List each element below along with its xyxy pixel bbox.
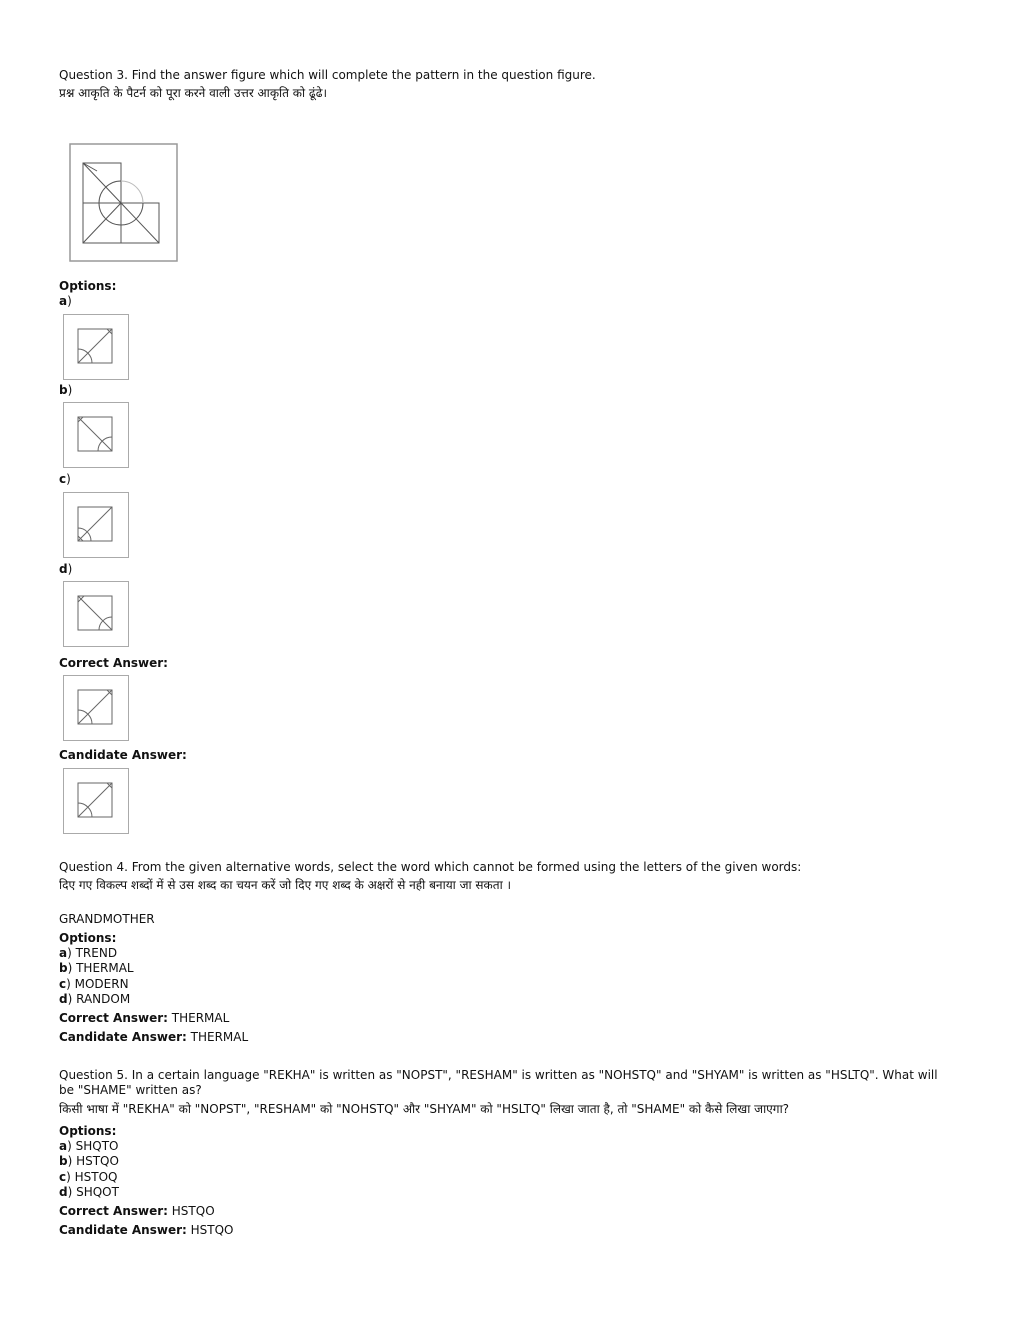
q3-correct-answer-label: Correct Answer: xyxy=(59,656,168,670)
q5-option-c: c) HSTOQ xyxy=(59,1170,118,1184)
q4-correct-answer: Correct Answer: THERMAL xyxy=(59,1011,230,1025)
q3-options-label: Options: xyxy=(59,279,117,293)
q4-option-a: a) TREND xyxy=(59,946,118,960)
q3-question-hi: प्रश्न आकृति के पैटर्न को पूरा करने वाली उत्तर आकृति को ढूंढे। xyxy=(59,86,327,100)
q3-option-b-figure[interactable] xyxy=(63,402,129,468)
q5-correct-answer: Correct Answer: HSTQO xyxy=(59,1204,215,1218)
q3-option-a-label: a) xyxy=(59,294,72,308)
q4-given-word: GRANDMOTHER xyxy=(59,912,155,926)
q5-option-d: d) SHQOT xyxy=(59,1185,119,1199)
q4-option-b: b) THERMAL xyxy=(59,961,134,975)
q5-candidate-answer: Candidate Answer: HSTQO xyxy=(59,1223,234,1237)
q3-option-c-figure[interactable] xyxy=(63,492,129,558)
q3-option-b-label: b) xyxy=(59,383,73,397)
q3-question-en: Question 3. Find the answer figure which will complete the pattern in the question figure. xyxy=(59,68,596,82)
q4-option-d: d) RANDOM xyxy=(59,992,131,1006)
q4-candidate-answer: Candidate Answer: THERMAL xyxy=(59,1030,249,1044)
q3-candidate-answer-label: Candidate Answer: xyxy=(59,748,187,762)
q5-question-hi: किसी भाषा में "REKHA" को "NOPST", "RESHAM" को "NOHSTQ" और "SHYAM" को "HSLTQ" लिखा जाता है, तो "SHAME" को कैसे लिखा जाएगा? xyxy=(59,1102,790,1116)
q4-question-hi: दिए गए विकल्प शब्दों में से उस शब्द का चयन करें जो दिए गए शब्द के अक्षरों से नही बनाया जा सकता । xyxy=(59,878,512,892)
q5-question-en: Question 5. In a certain language "REKHA" is written as "NOPST", "RESHAM" is written as "NOHSTQ" and "SHYAM" is written as "HSLTQ". What will be "SHAME" written as? xyxy=(59,1068,938,1097)
q4-option-c: c) MODERN xyxy=(59,977,129,991)
q3-option-c-label: c) xyxy=(59,472,71,486)
q3-candidate-answer-figure xyxy=(63,768,129,834)
q4-options-label: Options: xyxy=(59,931,117,945)
q5-option-b: b) HSTQO xyxy=(59,1154,119,1168)
q3-option-d-figure[interactable] xyxy=(63,581,129,647)
q3-option-a-figure[interactable] xyxy=(63,314,129,380)
q3-question-figure xyxy=(69,143,179,263)
q5-option-a: a) SHQTO xyxy=(59,1139,119,1153)
q5-options-label: Options: xyxy=(59,1124,117,1138)
q3-correct-answer-figure xyxy=(63,675,129,741)
q4-question-en: Question 4. From the given alternative words, select the word which cannot be formed using the letters of the given words: xyxy=(59,860,802,874)
q3-option-d-label: d) xyxy=(59,562,73,576)
